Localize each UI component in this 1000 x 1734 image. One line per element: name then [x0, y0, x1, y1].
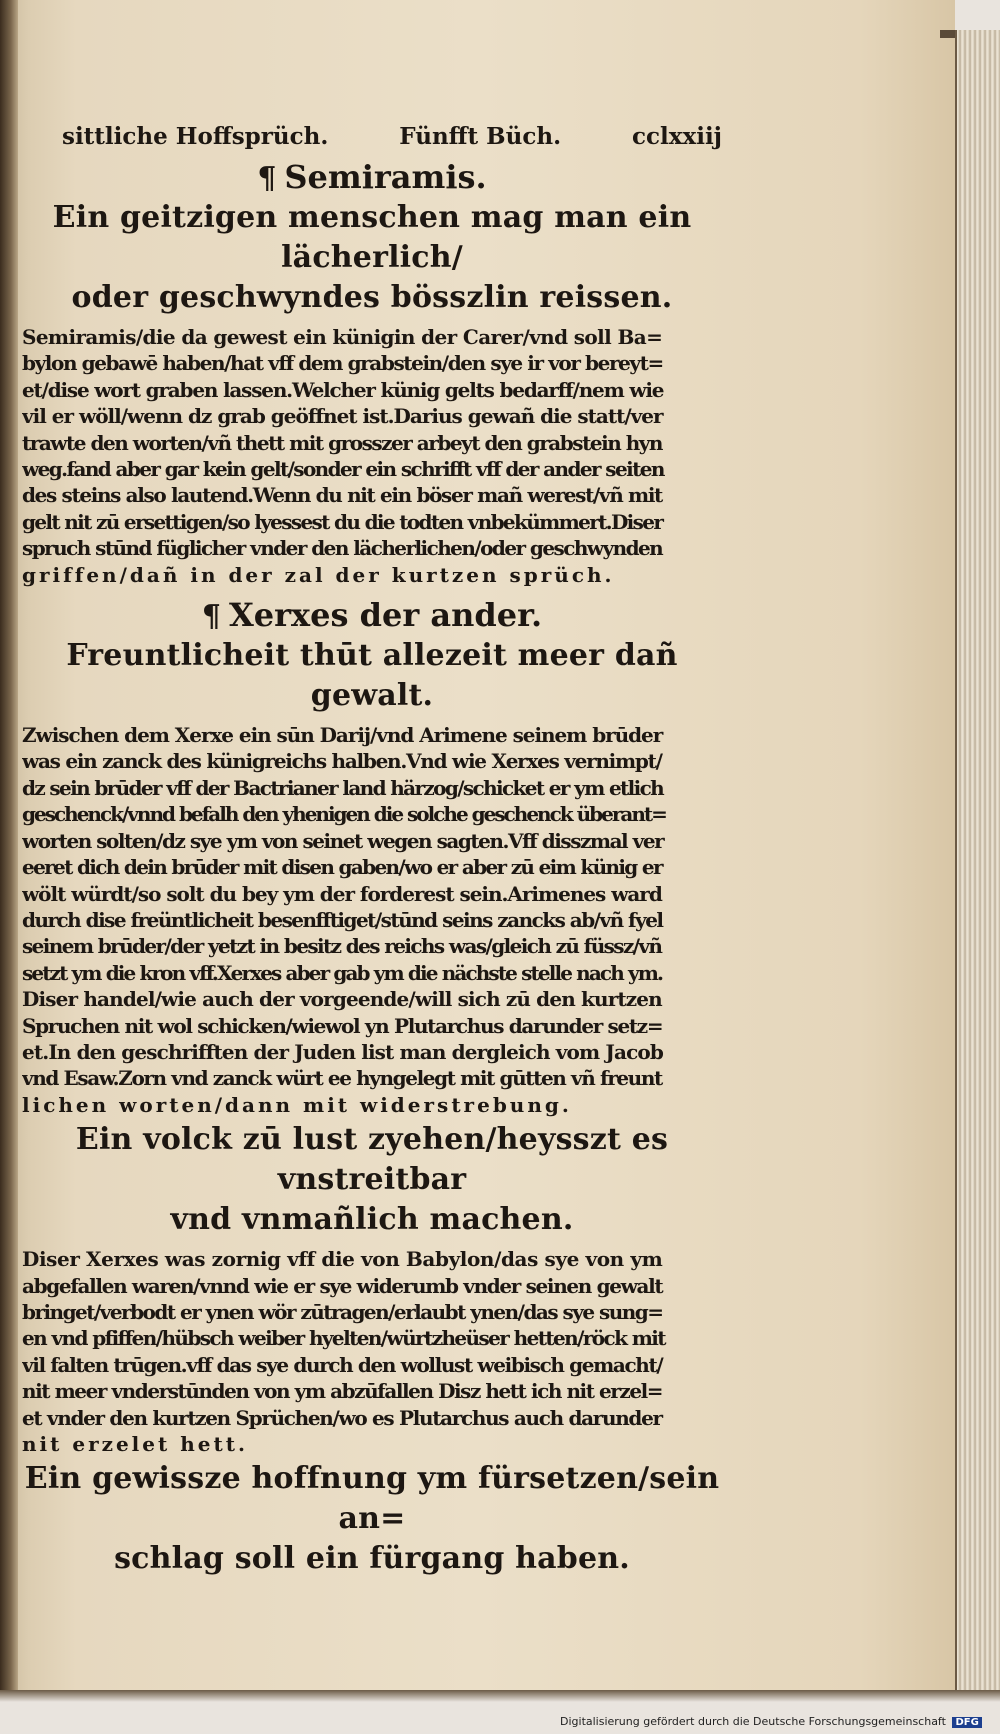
text-line: was ein zanck des künigreichs halben.Vnd wie Xerxes vernimpt/ — [22, 749, 662, 774]
section-title-line: Ein geitzigen menschen mag man ein lächerlich/ — [52, 200, 692, 275]
text-line: et vnder den kurtzen Sprüchen/wo es Plutarchus auch darunder — [22, 1405, 662, 1430]
text-line: Diser Xerxes was zornig vff die von Babylon/das sye von ym — [22, 1247, 663, 1272]
text-line: des steins also lautend.Wenn du nit ein böser mañ werest/vñ mit — [22, 483, 662, 508]
pilcrow-icon: ¶ — [257, 161, 277, 196]
text-line: geschenck/vnnd befalh den yhenigen die solche geschenck überant= — [22, 802, 666, 827]
text-line: vil er wöll/wenn dz grab geöffnet ist.Darius gewañ die statt/ver — [22, 404, 663, 429]
section-paragraph — [22, 722, 722, 1118]
section-name — [22, 596, 722, 634]
section-paragraph — [22, 1246, 722, 1457]
text-line: abgefallen waren/vnnd wie er sye widerumb vnder seinen gewalt — [22, 1273, 663, 1298]
text-line: bringet/verbodt er ynen wör zūtragen/erlaubt ynen/das sye sung= — [22, 1299, 663, 1324]
section — [22, 158, 722, 588]
text-line: Semiramis/die da gewest ein künigin der Carer/vnd soll Ba= — [22, 325, 663, 349]
dfg-logo: DFG — [952, 1717, 981, 1728]
text-line: et/dise wort graben lassen.Welcher künig gelts bedarff/nem wie — [22, 377, 664, 402]
text-line: seinem brūder/der yetzt in besitz des reichs was/gleich zū füssz/vñ — [22, 934, 662, 959]
text-line: vnd Esaw.Zorn vnd zanck würt ee hyngelegt mit gūtten vñ freunt — [22, 1066, 662, 1091]
text-line: Zwischen dem Xerxe ein sūn Darij/vnd Arimene seinem brūder — [22, 723, 663, 748]
book-gutter — [0, 0, 18, 1700]
text-line: wölt würdt/so solt du bey ym der forderest sein.Arimenes ward — [22, 881, 662, 906]
text-line: trawte den worten/vñ thett mit grosszer arbeyt den grabstein hyn — [22, 430, 662, 455]
page-shadow — [0, 1690, 1000, 1702]
page-text — [22, 110, 722, 1585]
section-name — [22, 158, 722, 196]
footer-credit — [560, 1715, 982, 1728]
text-line: worten solten/dz sye ym von seinet wegen sagten.Vff disszmal ver — [22, 828, 664, 853]
section-title-line: schlag soll ein fürgang haben. — [114, 1541, 630, 1577]
pilcrow-icon: ¶ — [201, 599, 221, 635]
header-folio: cclxxiij — [632, 123, 722, 150]
section-name-text: Semiramis. — [284, 158, 487, 196]
section-title-line: Ein gewissze hoffnung ym fürsetzen/sein an= — [24, 1461, 720, 1537]
text-line: nit meer vnderstūnden von ym abzūfallen Disz hett ich nit erzel= — [22, 1379, 663, 1404]
section — [22, 1459, 722, 1579]
text-line: eeret dich dein brūder mit disen gaben/wo er aber zū eim künig er — [22, 855, 662, 880]
section-title-line: oder geschwyndes bösszlin reissen. — [71, 280, 673, 315]
text-line: Spruchen nit wol schicken/wiewol yn Plutarchus darunder setz= — [22, 1013, 663, 1038]
text-line: griffen/dañ in der zal der kurtzen sprüch. — [22, 562, 615, 587]
book-fore-edge — [955, 30, 1000, 1695]
text-line: spruch stūnd füglicher vnder den lächerlichen/oder geschwynden — [22, 536, 663, 561]
section-title-line: Ein volck zū lust zyehen/heysszt es vnstreitbar — [75, 1122, 669, 1198]
section-title-line: Freuntlicheit thūt allezeit meer dañ gewalt. — [66, 638, 678, 714]
text-line: vil falten trūgen.vff das sye durch den wollust weibisch gemacht/ — [22, 1352, 663, 1377]
text-line: dz sein brūder vff der Bactrianer land härzog/schicket er ym etlich — [22, 775, 664, 800]
section-name-text: Xerxes der ander. — [228, 596, 543, 635]
running-header — [22, 110, 722, 150]
text-line: weg.fand aber gar kein gelt/sonder ein schrifft vff der ander seiten — [22, 457, 664, 482]
text-line: Diser handel/wie auch der vorgeende/will sich zū den kurtzen — [22, 987, 662, 1012]
footer-credit-text: Digitalisierung gefördert durch die Deutsche Forschungsgemeinschaft — [560, 1715, 946, 1728]
section-title — [22, 636, 722, 716]
text-line: durch dise freüntlicheit besenfftiget/stūnd seins zancks ab/vñ fyel — [22, 907, 663, 932]
text-line: en vnd pfiffen/hübsch weiber hyelten/würtzheüser hetten/röck mit — [22, 1326, 665, 1351]
section — [22, 596, 722, 1118]
section-title — [22, 1459, 722, 1579]
header-left: sittliche Hoffsprüch. — [62, 123, 329, 150]
text-line: nit erzelet hett. — [22, 1432, 248, 1456]
section-paragraph — [22, 324, 722, 588]
section-title-line: vnd vnmañlich machen. — [170, 1202, 574, 1238]
header-center: Fünfft Büch. — [399, 123, 562, 150]
text-line: lichen worten/dann mit widerstrebung. — [22, 1092, 572, 1117]
section-title — [22, 198, 722, 318]
text-line: setzt ym die kron vff.Xerxes aber gab ym die nächste stelle nach ym. — [22, 960, 663, 985]
section — [22, 1120, 722, 1457]
section-title — [22, 1120, 722, 1240]
text-line: et.In den geschrifften der Juden list man dergleich vom Jacob — [22, 1039, 663, 1064]
text-line: bylon gebawē haben/hat vff dem grabstein/den sye ir vor bereyt= — [22, 351, 663, 376]
text-line: gelt nit zū ersettigen/so lyessest du die todten vnbekümmert.Diser — [22, 509, 663, 534]
sections-container — [22, 158, 722, 1579]
